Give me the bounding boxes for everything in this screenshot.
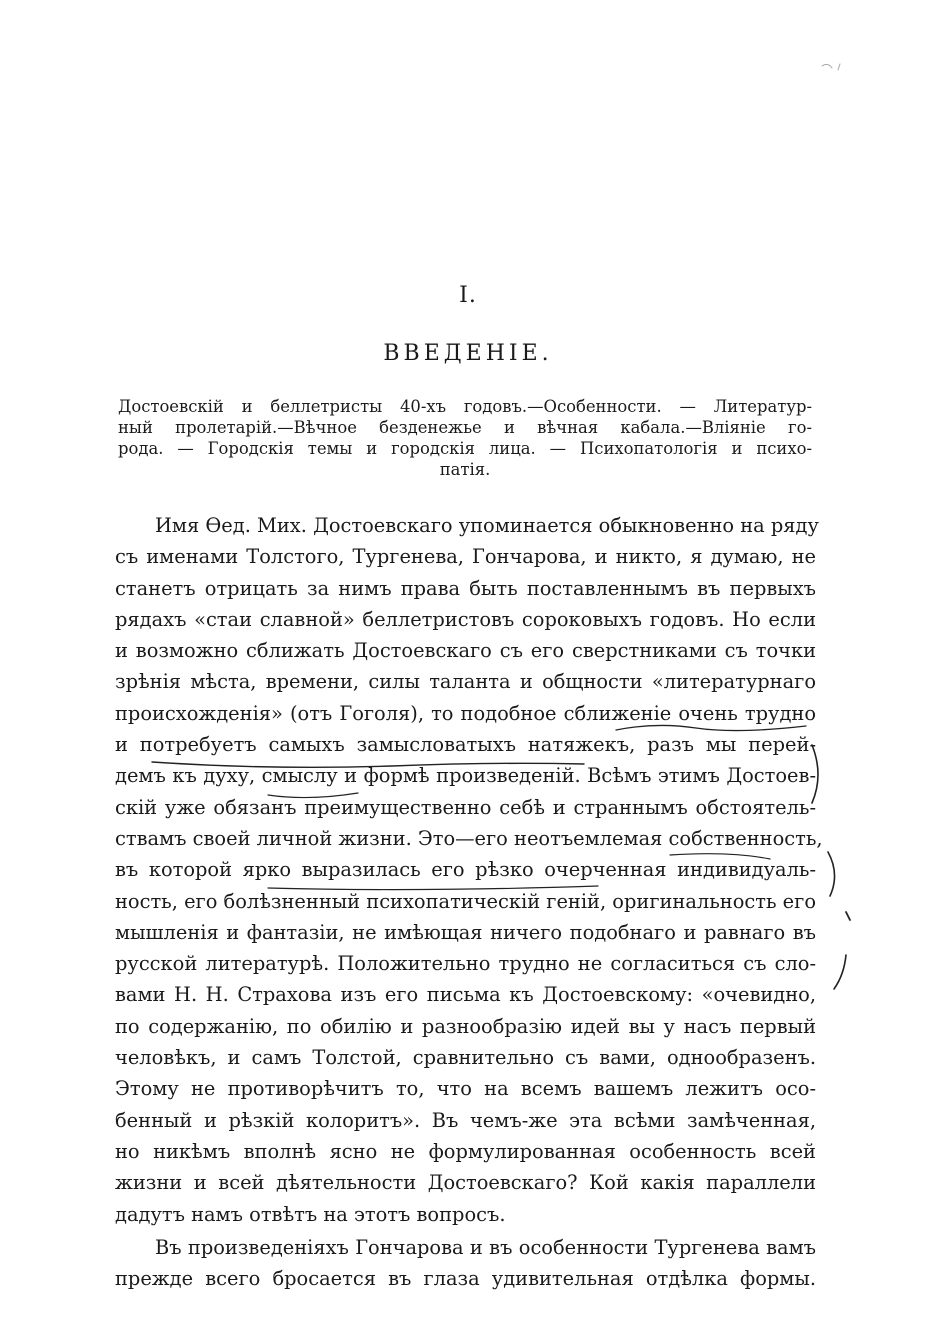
text-line: Имя Ѳед. Мих. Достоевскаго упоминается обыкновенно на ряду [155,514,819,537]
text-line: по содержанію, по обилію и разнообразію идей вы у насъ первый [115,1014,816,1038]
paragraph-2 [115,1232,816,1295]
text-line: и потребуетъ самыхъ замысловатыхъ натяжекъ, разъ мы перей- [115,733,816,757]
margin-bracket [846,912,850,920]
text-line: ствамъ своей личной жизни. Это—его неотъемлемая собственность, [115,826,823,850]
chapter-number: I. [459,283,477,308]
chapter-summary [118,396,812,480]
text-line: и возможно сближать Достоевскаго съ его сверстниками съ точки [115,639,816,663]
text-line: человѣкъ, и самъ Толстой, сравнительно съ вами, однообразенъ. [115,1046,816,1070]
text-line: дадутъ намъ отвѣтъ на этотъ вопросъ. [115,1202,506,1226]
summary-line: патія. [439,460,491,479]
text-line: скій уже обязанъ преимущественно себѣ и страннымъ обстоятель- [115,795,816,819]
text-line: но никѣмъ вполнѣ ясно не формулированная особенность всей [115,1139,816,1163]
text-line: станетъ отрицать за нимъ права быть поставленнымъ въ первыхъ [115,576,816,600]
corner-mark [822,64,840,70]
text-line: мышленія и фантазіи, не имѣющая ничего подобнаго и равнаго въ [115,920,816,944]
paragraph-1 [115,510,823,1230]
margin-bracket [834,955,846,989]
text-line: ность, его болѣзненный психопатическій геній, оригинальность его [115,889,816,913]
chapter-title: ВВЕДЕНІЕ. [383,341,553,366]
text-line: въ которой ярко выразилась его рѣзко очерченная индивидуаль- [115,858,816,882]
text-line: рядахъ «стаи славной» беллетристовъ сороковыхъ годовъ. Но если [115,607,816,631]
text-line: вами Н. Н. Страхова изъ его письма къ Достоевскому: «очевидно, [115,983,816,1007]
text-line: происхожденія» (отъ Гоголя), то подобное сближеніе очень трудно [115,701,816,725]
text-line: русской литературѣ. Положительно трудно не согласиться съ сло- [115,952,816,976]
text-line: прежде всего бросается въ глаза удивительная отдѣлка формы. [115,1267,816,1291]
summary-line: ный пролетарій.—Вѣчное безденежье и вѣчная кабала.—Вліяніе го- [118,418,812,437]
summary-line: рода. — Городскія темы и городскія лица. — Психопатологія и психо- [118,439,812,458]
text-line: жизни и всей дѣятельности Достоевскаго? Кой какія параллели [115,1171,816,1195]
text-line: Этому не противорѣчитъ то, что на всемъ вашемъ лежитъ осо- [115,1077,816,1101]
margin-bracket [828,852,835,896]
summary-line: Достоевскій и беллетристы 40-хъ годовъ.—Особенности. — Литератур- [118,397,812,416]
text-line: демъ къ духу, смыслу и формѣ произведеній. Всѣмъ этимъ Достоев- [115,764,816,788]
text-line: бенный и рѣзкій колоритъ». Въ чемъ-же эта всѣми замѣченная, [115,1108,816,1132]
text-line: зрѣнія мѣста, времени, силы таланта и общности «литературнаго [115,670,816,694]
text-line: съ именами Толстого, Тургенева, Гончарова, и никто, я думаю, не [115,545,816,569]
body-text [115,510,823,1294]
text-line: Въ произведеніяхъ Гончарова и въ особенности Тургенева вамъ [155,1235,816,1259]
